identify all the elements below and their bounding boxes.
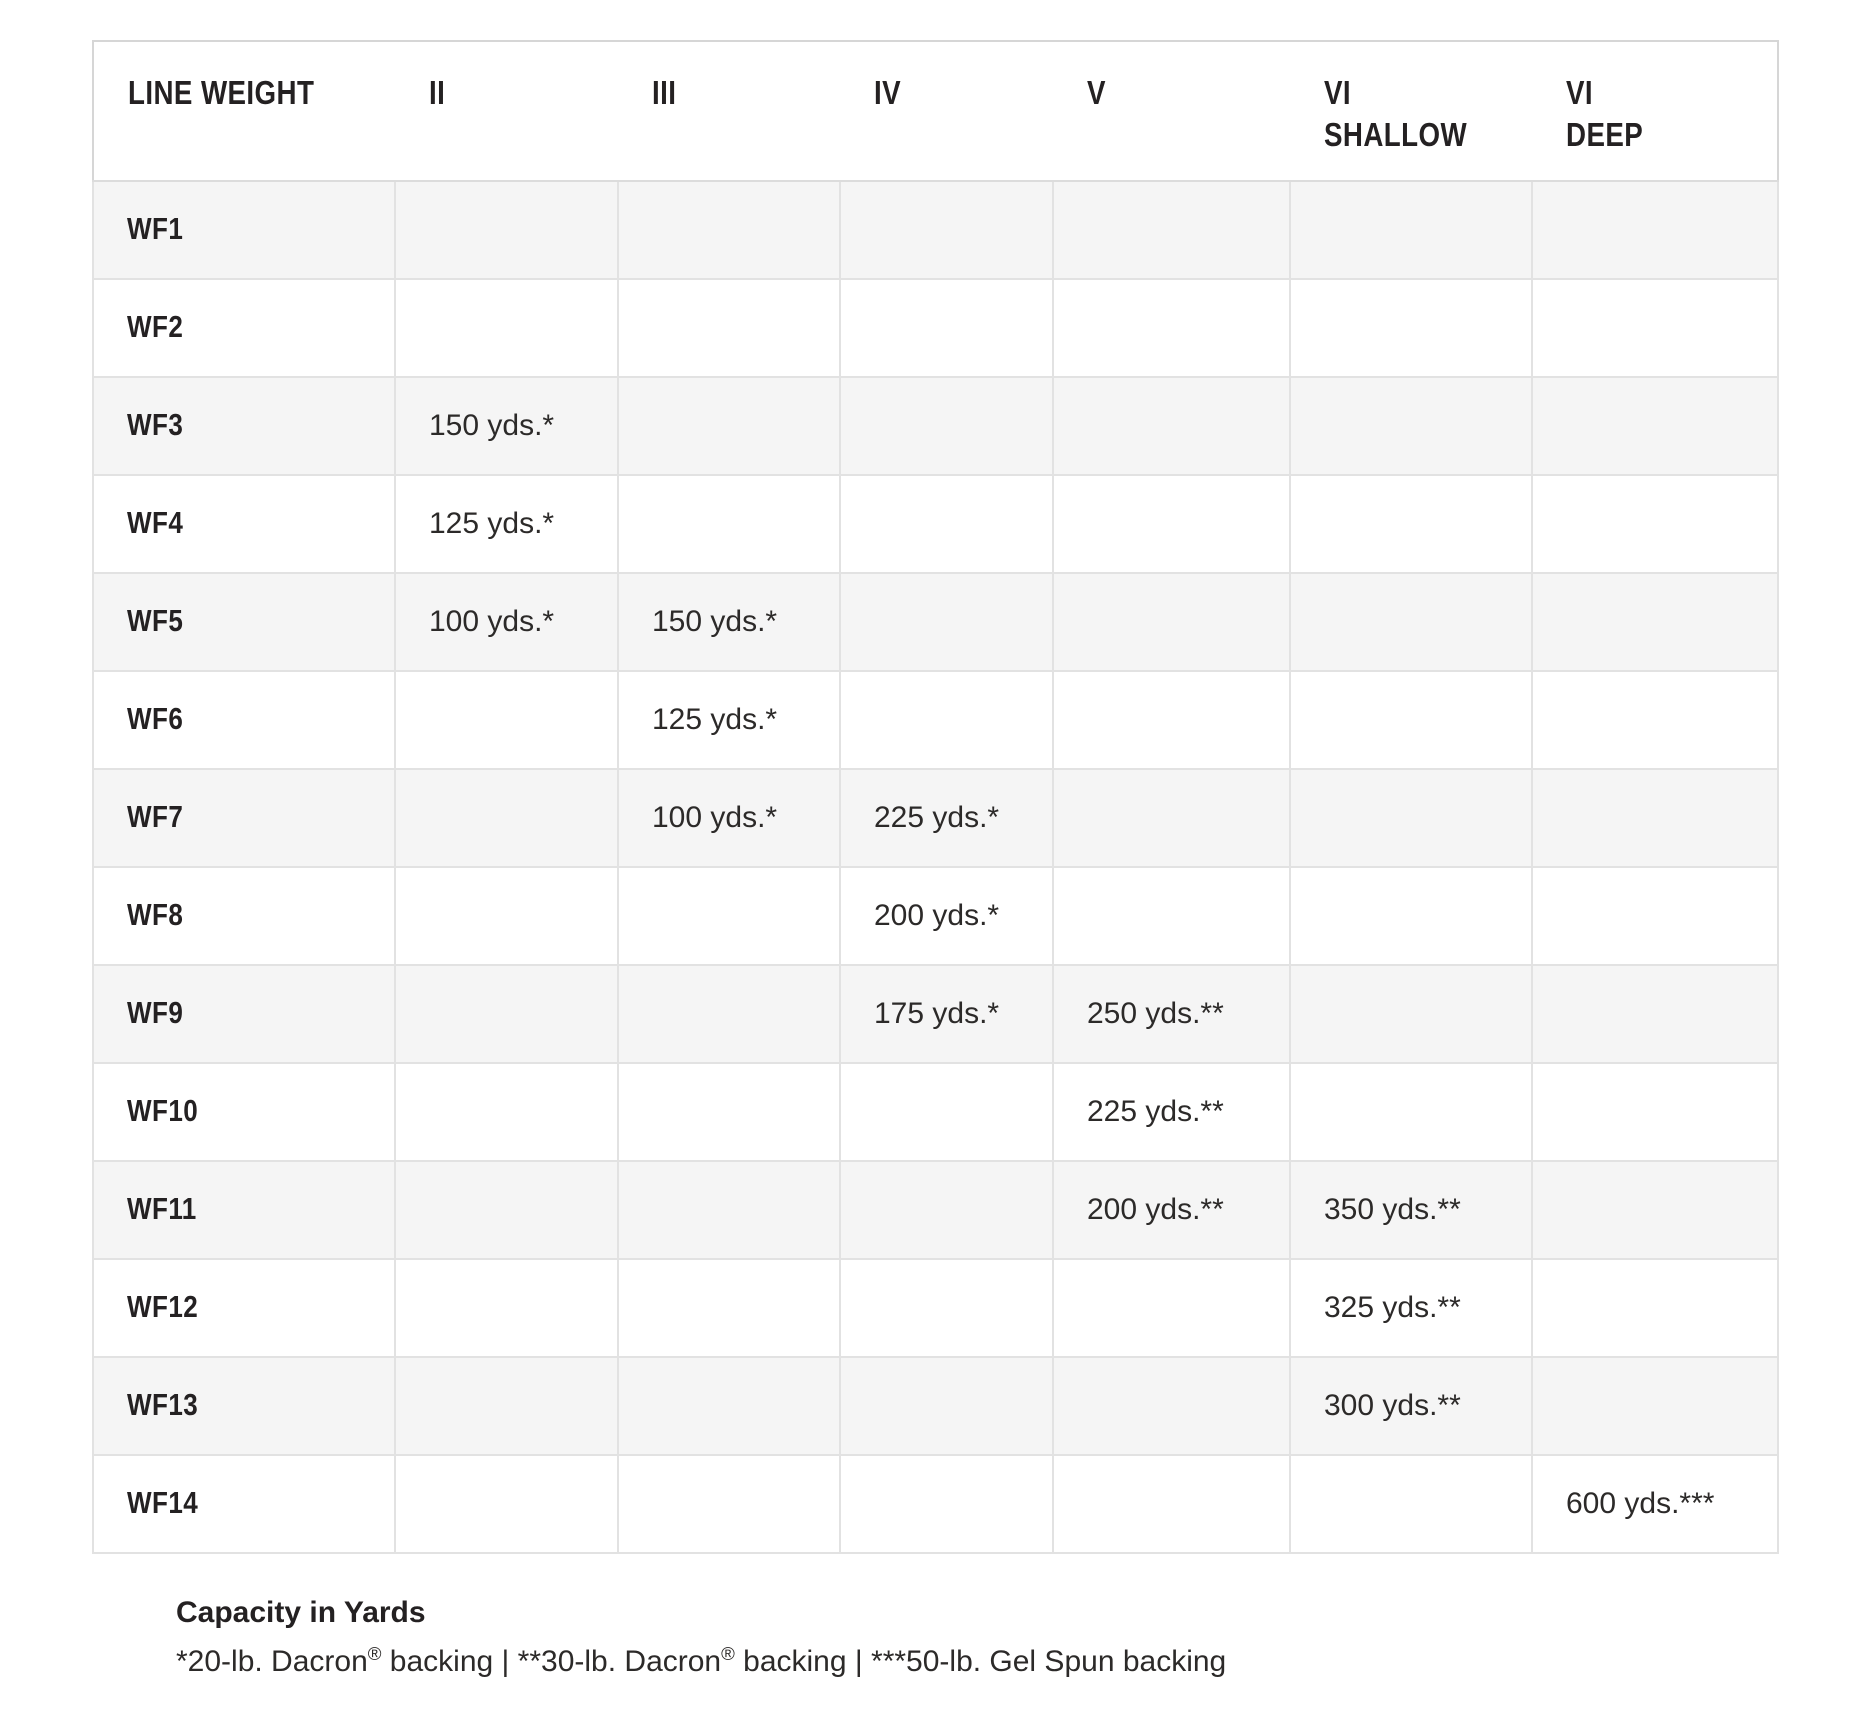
row-label-text: WF1 <box>127 211 184 246</box>
capacity-cell <box>395 279 618 377</box>
table-row-wf1 <box>93 181 1778 279</box>
table-row-wf11 <box>93 1161 1778 1259</box>
row-label <box>93 377 395 475</box>
capacity-cell <box>1290 279 1532 377</box>
capacity-cell <box>618 1063 840 1161</box>
capacity-cell: 200 yds.* <box>840 867 1053 965</box>
row-label <box>93 475 395 573</box>
capacity-cell <box>618 867 840 965</box>
row-label-text: WF13 <box>127 1387 199 1422</box>
capacity-cell <box>840 1357 1053 1455</box>
capacity-cell <box>1532 769 1778 867</box>
capacity-cell <box>840 1455 1053 1553</box>
row-label-text: WF5 <box>127 603 184 638</box>
capacity-cell <box>840 377 1053 475</box>
capacity-cell <box>395 769 618 867</box>
row-label-text: WF11 <box>127 1191 197 1226</box>
capacity-cell <box>395 1161 618 1259</box>
row-label-text: WF3 <box>127 407 184 442</box>
table-row-wf4 <box>93 475 1778 573</box>
capacity-cell: 225 yds.** <box>1053 1063 1290 1161</box>
row-label <box>93 279 395 377</box>
capacity-cell <box>1053 1357 1290 1455</box>
capacity-cell <box>1053 1455 1290 1553</box>
capacity-cell <box>1290 573 1532 671</box>
table-row-wf6 <box>93 671 1778 769</box>
table-header <box>93 41 1778 181</box>
column-header-iv: IV <box>840 41 1053 181</box>
capacity-cell <box>618 377 840 475</box>
capacity-cell <box>1053 671 1290 769</box>
capacity-cell <box>1290 181 1532 279</box>
capacity-cell <box>1532 867 1778 965</box>
row-label <box>93 1357 395 1455</box>
capacity-cell <box>1290 867 1532 965</box>
capacity-cell <box>1532 573 1778 671</box>
capacity-cell: 350 yds.** <box>1290 1161 1532 1259</box>
row-label-text: WF6 <box>127 701 184 736</box>
footnote-text: *20-lb. Dacron® backing | **30-lb. Dacron® backing | ***50-lb. Gel Spun backing <box>176 1643 1227 1678</box>
row-label <box>93 1161 395 1259</box>
capacity-cell <box>1053 1259 1290 1357</box>
capacity-cell <box>618 1357 840 1455</box>
capacity-cell <box>395 671 618 769</box>
capacity-cell <box>1290 965 1532 1063</box>
row-label <box>93 1259 395 1357</box>
row-label <box>93 1455 395 1553</box>
row-label-text: WF14 <box>127 1485 199 1520</box>
table-row-wf8 <box>93 867 1778 965</box>
capacity-cell <box>1532 1063 1778 1161</box>
capacity-cell <box>618 1455 840 1553</box>
row-label <box>93 1063 395 1161</box>
table-row-wf9 <box>93 965 1778 1063</box>
header-row <box>93 41 1778 181</box>
capacity-cell <box>395 1357 618 1455</box>
capacity-cell <box>1053 769 1290 867</box>
capacity-cell <box>395 1455 618 1553</box>
row-label-text: WF9 <box>127 995 184 1030</box>
row-label <box>93 867 395 965</box>
capacity-cell <box>1532 377 1778 475</box>
table-row-wf2 <box>93 279 1778 377</box>
footnote-title: Capacity in Yards <box>176 1596 426 1629</box>
capacity-cell <box>618 279 840 377</box>
column-header-ii: II <box>395 41 618 181</box>
capacity-cell <box>1290 377 1532 475</box>
capacity-cell <box>618 965 840 1063</box>
capacity-cell <box>1290 1455 1532 1553</box>
column-header-vi-deep: VI DEEP <box>1532 41 1778 181</box>
capacity-cell: 150 yds.* <box>395 377 618 475</box>
capacity-cell <box>1290 769 1532 867</box>
capacity-cell <box>395 1259 618 1357</box>
row-label <box>93 965 395 1063</box>
capacity-cell <box>395 867 618 965</box>
capacity-cell: 125 yds.* <box>618 671 840 769</box>
capacity-cell <box>840 1259 1053 1357</box>
row-label-text: WF10 <box>127 1093 199 1128</box>
table-row-wf14 <box>93 1455 1778 1553</box>
table-row-wf7 <box>93 769 1778 867</box>
capacity-cell <box>395 181 618 279</box>
table-row-wf3 <box>93 377 1778 475</box>
capacity-cell <box>840 475 1053 573</box>
capacity-cell: 175 yds.* <box>840 965 1053 1063</box>
column-header-line-weight: LINE WEIGHT <box>93 41 395 181</box>
capacity-cell: 100 yds.* <box>395 573 618 671</box>
row-label <box>93 769 395 867</box>
capacity-cell: 200 yds.** <box>1053 1161 1290 1259</box>
capacity-cell <box>1290 671 1532 769</box>
row-label-text: WF8 <box>127 897 184 932</box>
capacity-cell <box>1532 1259 1778 1357</box>
capacity-cell <box>840 279 1053 377</box>
capacity-cell <box>1053 475 1290 573</box>
capacity-cell: 325 yds.** <box>1290 1259 1532 1357</box>
capacity-cell <box>840 181 1053 279</box>
capacity-cell <box>618 181 840 279</box>
capacity-cell: 250 yds.** <box>1053 965 1290 1063</box>
capacity-cell <box>840 1161 1053 1259</box>
capacity-cell <box>1532 181 1778 279</box>
row-label-text: WF2 <box>127 309 184 344</box>
row-label <box>93 573 395 671</box>
row-label <box>93 671 395 769</box>
column-header-vi-shallow: VI SHALLOW <box>1290 41 1532 181</box>
capacity-cell: 225 yds.* <box>840 769 1053 867</box>
capacity-cell: 125 yds.* <box>395 475 618 573</box>
capacity-cell <box>618 475 840 573</box>
capacity-cell <box>1532 671 1778 769</box>
capacity-cell <box>1053 377 1290 475</box>
capacity-cell: 100 yds.* <box>618 769 840 867</box>
table-row-wf5 <box>93 573 1778 671</box>
capacity-cell <box>395 965 618 1063</box>
line-capacity-section <box>92 40 1777 1554</box>
capacity-cell <box>1053 867 1290 965</box>
capacity-cell <box>1053 181 1290 279</box>
capacity-cell <box>1532 1357 1778 1455</box>
capacity-cell <box>840 573 1053 671</box>
capacity-cell <box>1290 475 1532 573</box>
capacity-cell <box>840 1063 1053 1161</box>
capacity-cell <box>1532 475 1778 573</box>
table-row-wf13 <box>93 1357 1778 1455</box>
row-label <box>93 181 395 279</box>
capacity-cell <box>840 671 1053 769</box>
column-header-iii: III <box>618 41 840 181</box>
row-label-text: WF4 <box>127 505 184 540</box>
capacity-cell <box>1532 1161 1778 1259</box>
capacity-cell <box>618 1259 840 1357</box>
row-label-text: WF7 <box>127 799 184 834</box>
capacity-cell <box>618 1161 840 1259</box>
capacity-cell: 300 yds.** <box>1290 1357 1532 1455</box>
capacity-cell <box>1053 573 1290 671</box>
capacity-cell: 600 yds.*** <box>1532 1455 1778 1553</box>
capacity-cell <box>1053 279 1290 377</box>
capacity-cell <box>1532 965 1778 1063</box>
table-row-wf12 <box>93 1259 1778 1357</box>
capacity-cell <box>1290 1063 1532 1161</box>
line-capacity-table <box>92 40 1779 1554</box>
table-row-wf10 <box>93 1063 1778 1161</box>
capacity-cell <box>1532 279 1778 377</box>
row-label-text: WF12 <box>127 1289 199 1324</box>
column-header-v: V <box>1053 41 1290 181</box>
capacity-cell: 150 yds.* <box>618 573 840 671</box>
capacity-cell <box>395 1063 618 1161</box>
table-footnote <box>176 1596 1226 1679</box>
